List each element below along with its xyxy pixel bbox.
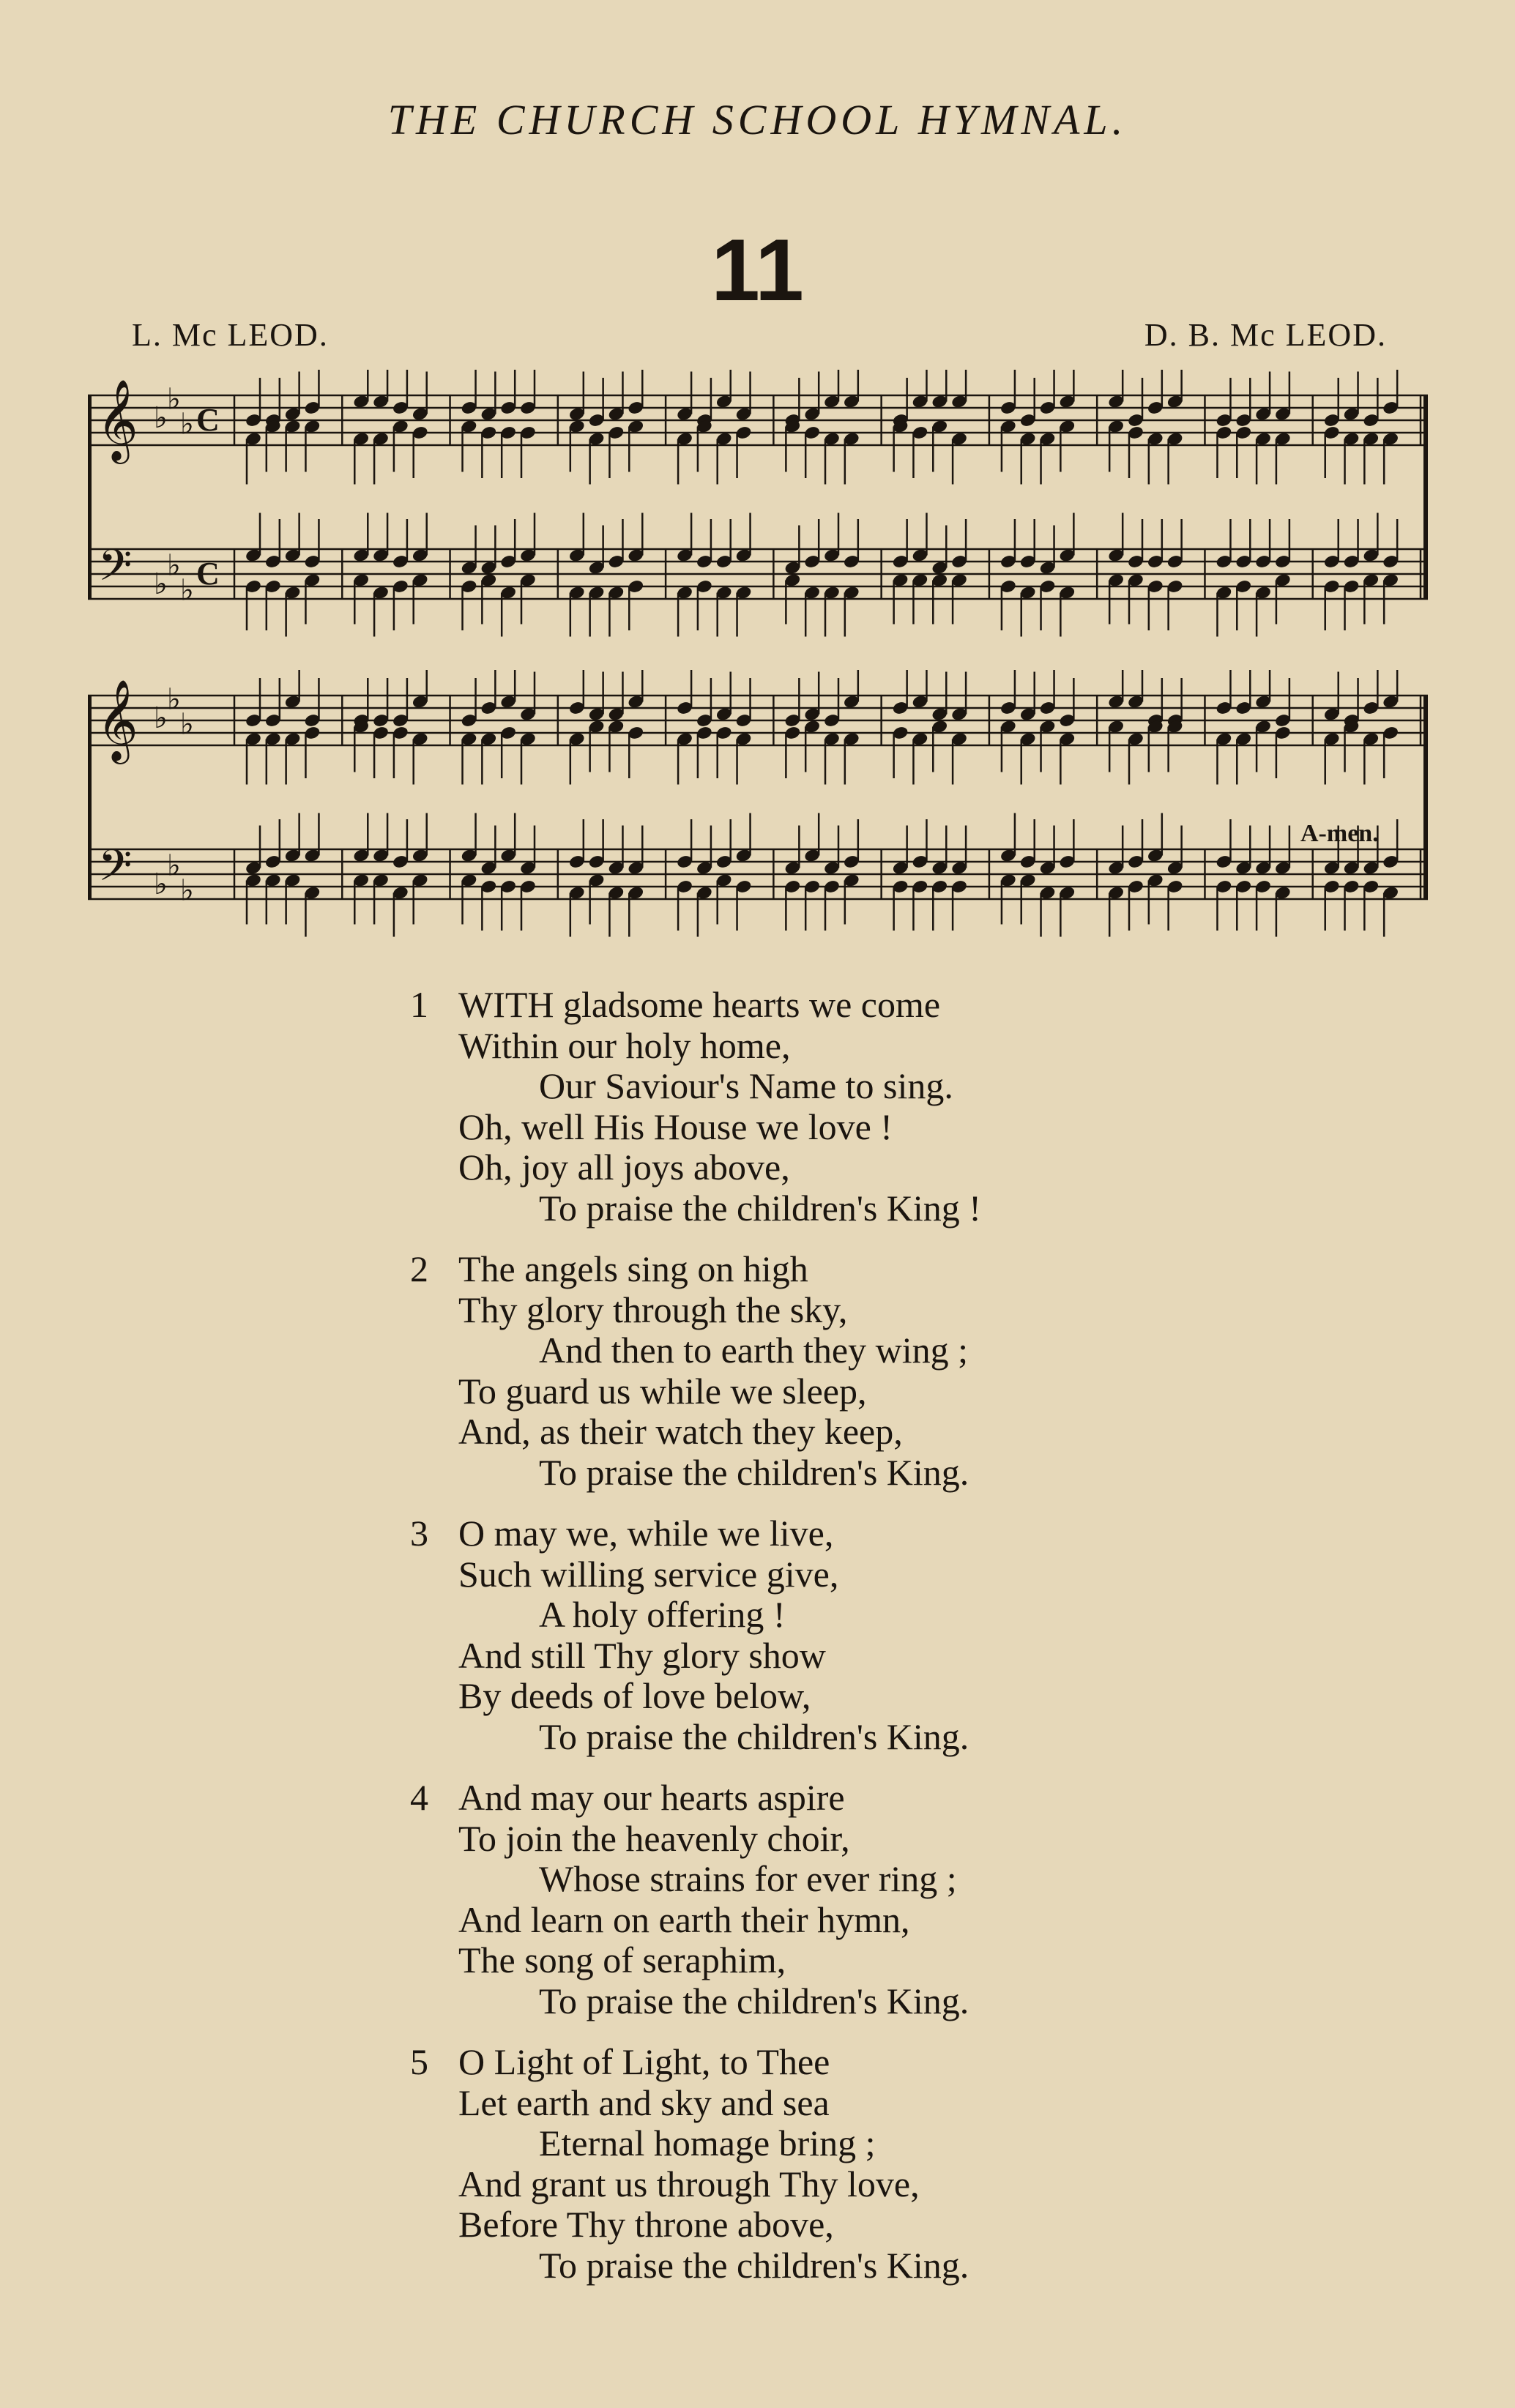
verse-line-text: The angels sing on high <box>458 1248 808 1289</box>
verse-line-text: And grant us through Thy love, <box>458 2163 920 2204</box>
verse-line-text: To praise the children's King. <box>539 1980 969 2021</box>
verse-line-text: And, as their watch they keep, <box>458 1411 903 1452</box>
verse-line-text: Such willing service give, <box>458 1553 839 1595</box>
verse-line-text: Whose strains for ever ring ; <box>539 1858 957 1899</box>
verse-line-text: Oh, well His House we love ! <box>458 1106 893 1147</box>
svg-text:♭: ♭ <box>167 382 181 417</box>
verse-line-text: To praise the children's King. <box>539 2244 969 2286</box>
music-composer: D. B. Mc LEOD. <box>1144 317 1387 353</box>
svg-text:♭: ♭ <box>167 548 181 583</box>
svg-text:♭: ♭ <box>180 873 194 908</box>
svg-text:♭: ♭ <box>154 701 168 735</box>
svg-text:♭: ♭ <box>154 567 168 601</box>
music-score <box>88 670 1428 955</box>
amen-lyric: A-men. <box>1300 820 1379 847</box>
verse-line-text: Let earth and sky and sea <box>458 2081 830 2123</box>
verse-line-text: And learn on earth their hymn, <box>458 1898 910 1940</box>
verse-line-text: And may our hearts aspire <box>458 1777 845 1818</box>
svg-text:𝄢: 𝄢 <box>98 840 133 901</box>
verse-line-text: Before Thy throne above, <box>458 2204 834 2245</box>
svg-text:♭: ♭ <box>180 407 194 441</box>
verse-line-text: Within our holy home, <box>458 1024 791 1066</box>
verse-line-text: Our Saviour's Name to sing. <box>539 1065 953 1106</box>
verse-line-text: Eternal homage bring ; <box>539 2122 876 2163</box>
verse-line-text: The song of seraphim, <box>458 1939 786 1980</box>
verse-line-text: WITH gladsome hearts we come <box>458 984 941 1025</box>
verse-line-text: Oh, joy all joys above, <box>458 1147 790 1188</box>
verse-line-text: O may we, while we live, <box>458 1513 834 1554</box>
verse-number: 5 <box>410 2041 428 2082</box>
verse-number: 4 <box>410 1777 428 1818</box>
verse-line-text: A holy offering ! <box>539 1594 786 1635</box>
verse-line-text: To join the heavenly choir, <box>458 1817 850 1859</box>
verse-line-text: And still Thy glory show <box>458 1634 826 1676</box>
svg-text:𝄞: 𝄞 <box>97 379 138 461</box>
svg-text:C: C <box>196 556 220 592</box>
svg-text:♭: ♭ <box>180 707 194 742</box>
svg-text:♭: ♭ <box>154 868 168 901</box>
verse-line-text: To guard us while we sleep, <box>458 1370 867 1412</box>
svg-text:♭: ♭ <box>167 849 181 883</box>
verse-number: 2 <box>410 1248 428 1289</box>
svg-text:𝄞: 𝄞 <box>97 679 138 761</box>
verse-number: 3 <box>410 1513 428 1554</box>
verse-line-text: And then to earth they wing ; <box>539 1330 968 1371</box>
svg-text:♭: ♭ <box>154 401 168 435</box>
verse-number: 1 <box>410 984 428 1025</box>
music-system-1 <box>88 370 1428 655</box>
svg-text:♭: ♭ <box>167 682 181 717</box>
running-title: THE CHURCH SCHOOL HYMNAL. <box>387 96 1128 143</box>
svg-text:♭: ♭ <box>180 573 194 608</box>
svg-text:𝄢: 𝄢 <box>98 540 133 601</box>
music-system-2 <box>88 670 1428 955</box>
svg-text:C: C <box>196 402 220 438</box>
words-author: L. Mc LEOD. <box>132 317 329 353</box>
verse-line-text: O Light of Light, to Thee <box>458 2041 830 2082</box>
music-score <box>88 370 1428 655</box>
verse-line-text: Thy glory through the sky, <box>458 1289 848 1330</box>
verse-line-text: To praise the children's King. <box>539 1715 969 1757</box>
verse-line-text: To praise the children's King ! <box>539 1187 981 1229</box>
verse-line-text: To praise the children's King. <box>539 1451 969 1493</box>
verse-line-text: By deeds of love below, <box>458 1675 811 1716</box>
hymn-number: 11 <box>711 221 804 319</box>
